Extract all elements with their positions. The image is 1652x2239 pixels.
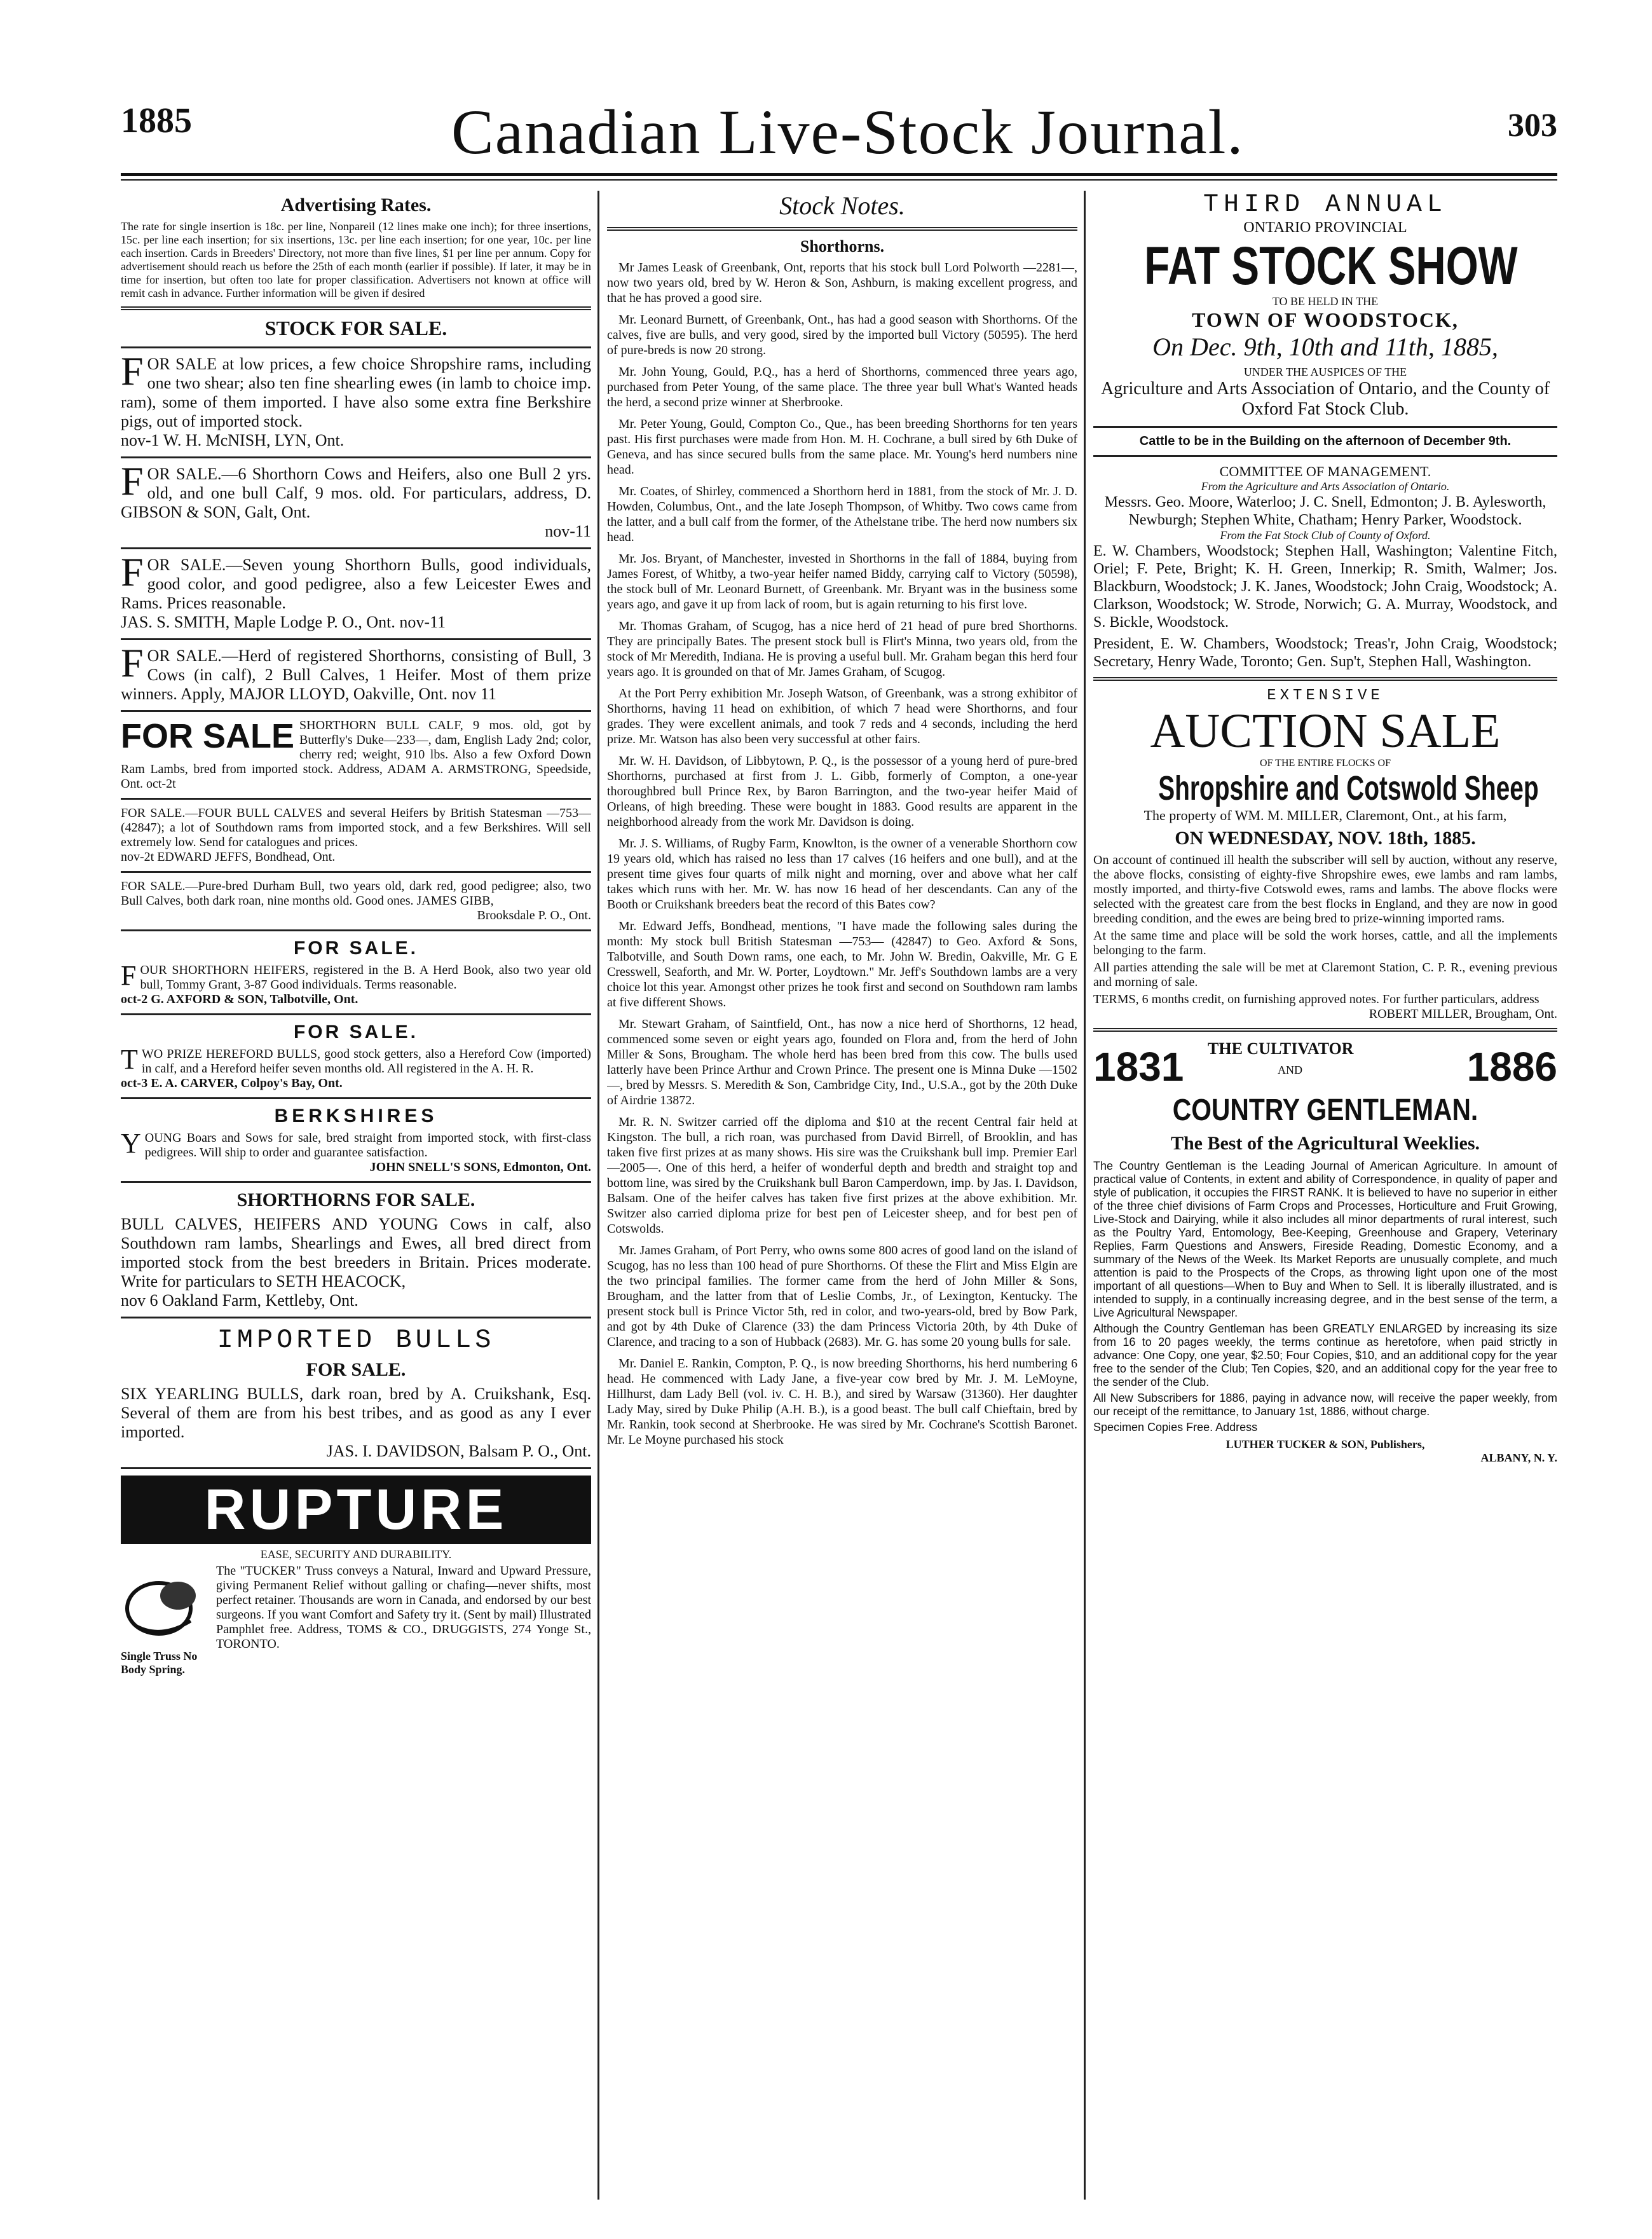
ad-signature: nov-1 W. H. McNISH, LYN, Ont. — [121, 431, 345, 449]
note-paragraph: Mr. Stewart Graham, of Saintfield, Ont., has now a nice herd of Shorthorns, 12 head, commenced some seven or eight years ago, founded on Flora and, from the herd of John Miller & Sons, Brougham. The whole herd has been bred from this cow. The bulls used latterly have been Prince Arthur and Crown Prince. The present one is Minna Duke —1502—, bred by Messrs. S. Meredith & Son, Cambridge City, Ind., U.S.A., got by the 20th Duke of Airdrie 13872. — [607, 1017, 1077, 1107]
ad-text: OUNG Boars and Sows for sale, bred straight from imported stock, with first-class pedigrees. Will ship to order and guarantee satisfaction. — [144, 1131, 591, 1160]
auction-text: At the same time and place will be sold the work horses, cattle, and all the implements belonging to the farm. — [1093, 929, 1557, 957]
cultivator-terms: Although the Country Gentleman has been GREATLY ENLARGED by increasing its size from 16 to 20 pages weekly, the terms continue as heretofore, when paid strictly in advance: One Copy, one year, $2.50; Four Copies, $10, and an additional copy for the year free to the sender of the Club; Ten Copies, $20, and an additional copy for the year free to the sender of the Club. — [1093, 1322, 1557, 1388]
advertising-rates-heading: Advertising Rates. — [280, 195, 432, 216]
section-rule — [121, 346, 591, 348]
rupture-caption: Single Truss No Body Spring. — [121, 1650, 198, 1676]
ad-armstrong — [121, 718, 591, 791]
ad-heacock — [121, 1215, 591, 1310]
stock-for-sale-heading: STOCK FOR SALE. — [264, 317, 447, 339]
year-1831: 1831 — [1093, 1044, 1184, 1090]
masthead — [121, 95, 1557, 172]
country-gentleman-title: COUNTRY GENTLEMAN. — [1172, 1093, 1478, 1127]
property-of: The property of WM. M. MILLER, Claremont, Ont., at his farm, — [1143, 807, 1507, 823]
auction-text: All parties attending the sale will be met at Claremont Station, C. P. R., evening previous and morning of sale. — [1093, 961, 1557, 989]
committee-heading: COMMITTEE OF MANAGEMENT. — [1219, 463, 1431, 479]
shorthorns-subheading: Shorthorns. — [800, 237, 885, 256]
ad-rule — [121, 798, 591, 800]
ad-signature: oct-3 E. A. CARVER, Colpoy's Bay, Ont. — [121, 1076, 343, 1090]
ad-rule — [121, 710, 591, 712]
ad-text: OR SALE.—6 Shorthorn Cows and Heifers, also one Bull 2 yrs. old, and one bull Calf, 9 mos. old. For particulars, address, D. GIBSON & SON, Galt, Ont. — [121, 465, 591, 521]
ad-text: OR SALE.—Seven young Shorthorn Bulls, good individuals, good color, and good pedigree, also a few Leicester Ewes and Rams. Prices reasonable. — [121, 556, 591, 612]
ad-signature: nov-11 — [545, 522, 591, 540]
best-weeklies: The Best of the Agricultural Weeklies. — [1170, 1133, 1480, 1154]
fat-stock-show-title: FAT STOCK SHOW — [1144, 236, 1518, 296]
ad-snell: YOUNG Boars and Sows for sale, bred straight from imported stock, with first-class pedigrees. Will ship to order and guarantee satisfaction. JOHN SNELL'S SONS, Edmonton, Ont. — [121, 1128, 591, 1174]
ad-signature: nov-2t EDWARD JEFFS, Bondhead, Ont. — [121, 850, 336, 864]
ad-carver: TWO PRIZE HEREFORD BULLS, good stock getters, also a Hereford Cow (imported) in calf, and a Hereford heifer seven months old. All registered in the A. H. R. oct-3 E. A. CARVER, Colpoy's Bay, Ont. — [121, 1044, 591, 1090]
and-word: AND — [1278, 1064, 1302, 1076]
association: Agriculture and Arts Association of Ontario, and the County of Oxford Fat Stock Club. — [1100, 379, 1550, 419]
ad-text: SHORTHORN BULL CALF, 9 mos. old, got by Butterfly's Duke—233—, dam, English Lady 2nd; color, cherry red; weight, 910 lbs. Also a few Oxford Down Ram Lambs, bred from imported stock. Address, ADAM A. ARMSTRONG, Speedside, Ont. oct-2t — [121, 718, 591, 791]
note-paragraph: Mr. Leonard Burnett, of Greenbank, Ont., has had a good season with Shorthorns. Of the calves, five are bulls, and very good, sired by the imported bull Victory (50595). The herd of pure-breds is now 20 strong. — [607, 313, 1077, 357]
ad-text: OR SALE.—Herd of registered Shorthorns, consisting of Bull, 3 Cows (in calf), 2 Bull Calves, 1 Heifer. Most of them prize winners. Apply, MAJOR LLOYD, Oakville, Ont. nov 11 — [121, 647, 591, 703]
shorthorns-for-sale-heading: SHORTHORNS FOR SALE. — [236, 1189, 475, 1210]
cultivator-specimen: Specimen Copies Free. Address — [1093, 1421, 1258, 1434]
cultivator-title: THE CULTIVATOR — [1208, 1039, 1354, 1058]
ad-text: SIX YEARLING BULLS, dark roan, bred by A. Cruikshank, Esq. Several of them are from his best tribes, and as good as any I ever imported. — [121, 1385, 591, 1441]
ad-text: BULL CALVES, HEIFERS AND YOUNG Cows in calf, also Southdown ram lambs, Shearlings and Ewes, all bred direct from imported stock from the best breeders in Britain. Prices moderate. Write for particulars to SETH HEACOCK, — [121, 1215, 591, 1291]
publisher: LUTHER TUCKER & SON, Publishers, — [1225, 1438, 1425, 1451]
note-paragraph: Mr. R. N. Switzer carried off the diploma and $10 at the recent Central fair held at Kingston. The bull, a rich roan, was purchased from David Birrell, of Brooklin, and has taken five first prizes at as many shows. His sire was the Cruikshank bull imp. Premier Earl —2005—. One of this herd, a heifer of wonderful depth and bredth and straight top and bottom line, was sired by the Cruikshank bull Baron Camperdown, imp. by Jas. I. Davidson, Balsam. One of the heifer calves has taken five first prizes at the above exhibition. Mr. Switzer also carried diploma prize for best pen of Leicester sheep, and for best pen of Cotswolds. — [607, 1115, 1077, 1236]
ad-smith: FOR SALE.—Seven young Shorthorn Bulls, good individuals, good color, and good pedigree, also a few Leicester Ewes and Rams. Prices reasonable. JAS. S. SMITH, Maple Lodge P. O., Ont. nov-11 — [121, 549, 591, 631]
for-sale-heading: FOR SALE. — [293, 1022, 418, 1043]
ad-rule — [121, 1181, 591, 1183]
ad-davidson — [121, 1385, 591, 1461]
note-paragraph: At the Port Perry exhibition Mr. Joseph Watson, of Greenbank, was a strong exhibitor of Shorthorns, having 11 head on exhibition, of which 7 head were Shorthorns, and four grades. They were excellent animals, and took 7 reds and 4 seconds, including the herd prize. Mr. Watson has also been very successful at other fairs. — [607, 687, 1077, 746]
note-paragraph: Mr. Peter Young, Gould, Compton Co., Que., has been breeding Shorthorns for ten years past. His first purchases were made from Hon. M. H. Cochrane, a bull sired by 6th Duke of Geneva, and has since secured bulls from the same place. Mr. Young's herd numbers nine head. — [607, 417, 1077, 477]
ad-signature: JOHN SNELL'S SONS, Edmonton, Ont. — [369, 1160, 591, 1174]
masthead-rule-thin — [121, 179, 1557, 181]
rupture-subheading: EASE, SECURITY AND DURABILITY. — [260, 1548, 452, 1561]
column-left — [121, 191, 591, 2200]
note-paragraph: Mr. John Young, Gould, P.Q., has a herd of Shorthorns, commenced three years ago, purchased from Peter Young, of the same place. The three year bull What's Wanted heads the herd, a second prize winner at Sherbrooke. — [607, 365, 1077, 409]
column-divider — [1084, 191, 1086, 2200]
note-paragraph: Mr. W. H. Davidson, of Libbytown, P. Q., is the possessor of a young herd of pure-bred Shorthorns, purchased at first from J. L. Gibb, formerly of Compton, a one-year thoroughbred bull Prince Rex, by Baron Barrington, and the two-year heifer Maid of Orleans, of high breeding. These were bought in 1883. Good results are apparent in the neighborhood already from the work Mr. Davidson is doing. — [607, 754, 1077, 829]
year-1886: 1886 — [1466, 1044, 1557, 1090]
header-year: 1885 — [121, 101, 192, 140]
for-sale-large: FOR SALE — [121, 717, 295, 755]
ontario-provincial: ONTARIO PROVINCIAL — [1243, 219, 1407, 236]
note-paragraph: Mr James Leask of Greenbank, Ont, reports that his stock bull Lord Polworth —2281—, now two years old, bred by W. Heron & Son, Ashburn, is making excellent progress, and that he has proved a good sire. — [607, 261, 1077, 305]
note-paragraph: Mr. Edward Jeffs, Bondhead, mentions, "I have made the following sales during the month: My stock bull British Statesman —753— (42847) to Geo. Axford & Sons, Talbotville, and South Down rams, one each, to Mr. John W. Bredin, Oakville, Mr. G E Cresswell, Seaforth, and Mr. W. Porter, Loydtown." Mr. Jeff's Southdown lambs are a very choice lot this year. Amongst other prizes he took first and second on Southdown ram lambs at five different Shows. — [607, 919, 1077, 1010]
agriculture-members: Messrs. Geo. Moore, Waterloo; J. C. Snell, Edmonton; J. B. Aylesworth, Newburgh; Stephen White, Chatham; Henry Parker, Woodstock. — [1104, 494, 1546, 528]
of-entire-flocks: OF THE ENTIRE FLOCKS OF — [1260, 758, 1391, 769]
ad-text: OUR SHORTHORN HEIFERS, registered in the B. A Herd Book, also two year old bull, Tommy Grant, 3-87 Good individuals. Terms reasonable. — [140, 963, 591, 992]
note-paragraph: Mr. Daniel E. Rankin, Compton, P. Q., is now breeding Shorthorns, his herd numbering 6 head. He commenced with Lady Jane, a five-year cow bred by Mr. J. M. LeMoyne, Hillhurst, dam Lady Bell (vol. iv. C. H. B.), and sired by Warsaw (31360). Her daughter Lady May, sired by Duke Philip (A.H. B.), is a good beast. The bull calf Chieftain, bred by Mr. Rankin, took second at Sherbrooke. He was sired by Mr. Cochrane's Scottish Baronet. Mr. Le Moyne purchased his stock — [607, 1357, 1077, 1447]
ad-rule — [121, 638, 591, 640]
note-paragraph: Mr. Coates, of Shirley, commenced a Shorthorn herd in 1881, from the stock of Mr. J. D. Howden, Columbus, Ont., and the late Joseph Thompson, of Whitby. Two cows came from the latter, and a bull calf from the former, of the Athelstane tribe. The herd now numbers six head. — [607, 484, 1077, 544]
ad-mcnish: FOR SALE at low prices, a few choice Shropshire rams, including one two shear; also ten fine shearling ewes (in lamb to choice imp. ram), some of them imported. I have also some extra fine Berkshire pigs, out of imported stock. nov-1 W. H. McNISH, LYN, Ont. — [121, 348, 591, 449]
ad-rule — [121, 1467, 591, 1469]
column-middle — [607, 191, 1077, 2200]
auspices: UNDER THE AUSPICES OF THE — [1243, 366, 1407, 378]
berkshires-heading: BERKSHIRES — [274, 1106, 438, 1126]
extensive-heading: EXTENSIVE — [1267, 687, 1384, 704]
ad-signature: nov 6 Oakland Farm, Kettleby, Ont. — [121, 1291, 358, 1310]
auction-signature: ROBERT MILLER, Brougham, Ont. — [1369, 1007, 1557, 1021]
section-rule — [1093, 1028, 1557, 1032]
truss-illustration — [121, 1564, 216, 1647]
section-rule — [121, 306, 591, 310]
cultivator-banner — [1093, 1038, 1557, 1093]
journal-title: Canadian Live-Stock Journal. — [451, 97, 1245, 167]
show-dates: On Dec. 9th, 10th and 11th, 1885, — [1152, 332, 1498, 361]
ad-rule — [121, 1097, 591, 1099]
sheep-heading: Shropshire and Cotswold Sheep — [1158, 769, 1539, 807]
ad-lloyd: FOR SALE.—Herd of registered Shorthorns, consisting of Bull, 3 Cows (in calf), 2 Bull Calves, 1 Heifer. Most of them prize winners. Apply, MAJOR LLOYD, Oakville, Ont. nov 11 — [121, 640, 591, 703]
ad-rule — [121, 547, 591, 549]
sale-date: ON WEDNESDAY, NOV. 18th, 1885. — [1175, 828, 1476, 849]
cultivator-text: The Country Gentleman is the Leading Journal of American Agriculture. In amount of practical value of Contents, in extent and ability of Correspondence, in quality of paper and style of publication, it occupies the FIRST RANK. It is believed to have no superior in either of the three chief divisions of Farm Crops and Processes, Horticulture and Fruit Growing, Live-Stock and Dairying, while it also includes all minor departments of rural interest, such as the Poultry Yard, Entomology, Bee-Keeping, Greenhouse and Grapery, Veterinary Replies, Farm Questions and Answers, Fireside Reading, Domestic Economy, and a summary of the News of the Week. Its Market Reports are unusually complete, and much attention is paid to the Prospects of the Crops, as throwing light upon one of the most important of all questions—When to Buy and When to Sell. It is liberally illustrated, and is intended to supply, in a continually increasing degree, and in the best sense of the term, a Live Agricultural Newspaper. — [1093, 1160, 1557, 1319]
ad-signature: Brooksdale P. O., Ont. — [477, 908, 591, 922]
cattle-note: Cattle to be in the Building on the afternoon of December 9th. — [1139, 434, 1512, 448]
officers: President, E. W. Chambers, Woodstock; Treas'r, John Craig, Woodstock; Secretary, Henry Wade, Toronto; Gen. Sup't, Stephen Hall, Washington. — [1093, 636, 1557, 670]
auction-sale-title: AUCTION SALE — [1150, 704, 1501, 758]
ad-text: FOR SALE.—Pure-bred Durham Bull, two years old, dark red, good pedigree; also, two Bull Calves, both dark roan, nine months old. Good ones. JAMES GIBB, — [121, 879, 591, 908]
page-number: 303 — [1508, 107, 1557, 144]
stock-notes-heading: Stock Notes. — [779, 191, 905, 220]
note-paragraph: Mr. Thomas Graham, of Scugog, has a nice herd of 21 head of pure bred Shorthorns. They are principally Bates. The present stock bull is Flirt's Minna, two years old, from the stock of Mr Meredith, Indiana. He is proving a useful bull. Mr. Graham began this herd four years ago. It is grounded on that of Mr. James Graham, of Scugog. — [607, 619, 1077, 679]
ad-signature: JAS. I. DAVIDSON, Balsam P. O., Ont. — [326, 1442, 591, 1460]
ad-text: FOR SALE.—FOUR BULL CALVES and several Heifers by British Statesman —753— (42847); a lot of Southdown rams from imported stock, and a few Berkshires. Will sell extremely low. Send for catalogues and prices. — [121, 806, 591, 849]
cultivator-subscribers: All New Subscribers for 1886, paying in advance now, will receive the paper weekly, from our receipt of the remittance, to January 1st, 1886, without charge. — [1093, 1392, 1557, 1418]
rupture-ad — [121, 1564, 591, 1676]
note-paragraph: Mr. James Graham, of Port Perry, who owns some 800 acres of good land on the island of Scugog, has no less than 100 head of pure Shorthorns. Of these the Flirt and Miss Elgin are the two principal families. The former came from the herd of John Miller & Sons, Brougham, and the latter from that of Leslie Combs, Jr., of Lexington, Kentucky. The present stock bull is Prince Victor 5th, red in color, and two-years-old, bred by Bow Park, and got by 4th Duke of Clarence (33) the dam Princess Victoria 20th, by 4th Duke of Clarence, and tracing to a son of Hubback (2683). Mr. G. has some 20 young bulls for sale. — [607, 1243, 1077, 1349]
oxford-members: E. W. Chambers, Woodstock; Stephen Hall, Washington; Valentine Fitch, Oriel; F. Pete, Bright; K. H. Green, Innerkip; R. Smith, Walmer; Jos. Blackburn, Woodstock; J. K. Janes, Woodstock; John Craig, Woodstock; A. Clarkson, Woodstock; W. Strode, Norwich; G. A. Murray, Woodstock, and S. Bickle, Woodstock. — [1093, 543, 1557, 631]
ad-gibb — [121, 879, 591, 923]
section-rule — [607, 227, 1077, 231]
column-divider — [597, 191, 599, 2200]
advertising-rates-text: The rate for single insertion is 18c. per line, Nonpareil (12 lines make one inch); for three insertions, 15c. per line each insertion; for six insertions, 13c. per line each insertion; for one year, 10c. per line each insertion. Cards in Breeders' Directory, not more than five lines, $1 per line per annum. Copy for advertisement should reach us before the 25th of each month (earlier if possible). If later, it may be in time for insertion, but often too late for proper classification. Advertisers not known at office will remit cash in advance. Further information will be given if desired — [121, 220, 591, 299]
ad-axford: FOUR SHORTHORN HEIFERS, registered in the B. A Herd Book, also two year old bull, Tommy Grant, 3-87 Good individuals. Terms reasonable. oct-2 G. AXFORD & SON, Talbotville, Ont. — [121, 960, 591, 1006]
ad-text: WO PRIZE HEREFORD BULLS, good stock getters, also a Hereford Cow (imported) in calf, and a Hereford heifer seven months old. All registered in the A. H. R. — [141, 1047, 591, 1076]
section-rule — [1093, 677, 1557, 681]
auction-text: TERMS, 6 months credit, on furnishing approved notes. For further particulars, address — [1093, 992, 1539, 1006]
for-sale-heading: FOR SALE. — [293, 938, 418, 959]
ad-gibson: FOR SALE.—6 Shorthorn Cows and Heifers, also one Bull 2 yrs. old, and one bull Calf, 9 mos. old. For particulars, address, D. GIBSON & SON, Galt, Ont. nov-11 — [121, 458, 591, 540]
ad-signature: oct-2 G. AXFORD & SON, Talbotville, Ont. — [121, 992, 358, 1006]
ad-rule — [121, 1317, 591, 1318]
auction-text: On account of continued ill health the subscriber will sell by auction, without any reserve, the above flocks, consisting of eighty-five Shropshire ewes, ewe lambs and ram lambs, mostly imported, and thirty-five Cotswold ewes, rams and lambs. The above flocks were selected with the greatest care from the best flocks in England, and they are now in good breeding condition, and the ewes are being bred to prize-winning imported rams. — [1093, 853, 1557, 926]
albany: ALBANY, N. Y. — [1480, 1451, 1557, 1464]
note-paragraph: Mr. J. S. Williams, of Rugby Farm, Knowlton, is the owner of a venerable Shorthorn cow 19 years old, which has raised no less than 17 calves (16 heifers and one bull), and at the present time gives four quarts of milk night and morning, over and above what her calf takes which runs with her. Mr. W. has now 16 head of her descendants. Can any of the Booth or Cruikshank breeders beat the record of this Bates cow? — [607, 837, 1077, 912]
ad-text: OR SALE at low prices, a few choice Shropshire rams, including one two shear; also ten fine shearling ewes (in lamb to choice imp. ram), some of them imported. I have also some extra fine Berkshire pigs, out of imported stock. — [121, 355, 591, 430]
imported-bulls-heading: IMPORTED BULLS — [217, 1325, 495, 1355]
ad-signature: JAS. S. SMITH, Maple Lodge P. O., Ont. nov-11 — [121, 613, 446, 631]
from-agriculture: From the Agriculture and Arts Association of Ontario. — [1201, 480, 1450, 493]
ad-rule — [121, 456, 591, 458]
held-in: TO BE HELD IN THE — [1272, 295, 1379, 308]
town-woodstock: TOWN OF WOODSTOCK, — [1192, 308, 1459, 331]
ad-rule — [121, 929, 591, 931]
note-paragraph: Mr. Jos. Bryant, of Manchester, invested in Shorthorns in the fall of 1884, buying from James Forest, of Whitby, a two-year heifer named Biddy, carrying calf to Victory (50598), the stock bull of Mr. Leonard Burnett, of Greenbank. Mr. Bryant was in the business some years ago, and gave it up from lack of room, but is again returning to his first love. — [607, 552, 1077, 612]
ad-rule — [121, 871, 591, 873]
ad-jeffs — [121, 806, 591, 865]
rupture-text: The "TUCKER" Truss conveys a Natural, Inward and Upward Pressure, giving Permanent Relief without galling or chafing—never shifts, most perfect retainer. Thousands are worn in Canada, and endorsed by our best surgeons. If you want Comfort and Safety try it. (Sent by mail) Illustrated Pamphlet free. Address, TOMS & CO., DRUGGISTS, 274 Yonge St., TORONTO. — [216, 1564, 591, 1651]
section-rule — [1093, 426, 1557, 428]
imported-bulls-sub: FOR SALE. — [306, 1359, 406, 1380]
ad-rule — [121, 1013, 591, 1015]
rupture-heading: RUPTURE — [121, 1476, 591, 1544]
from-oxford: From the Fat Stock Club of County of Oxford. — [1220, 529, 1431, 542]
column-right — [1093, 191, 1557, 2200]
third-annual-heading: THIRD ANNUAL — [1203, 191, 1448, 219]
masthead-rule — [121, 173, 1557, 176]
section-rule — [1093, 455, 1557, 457]
